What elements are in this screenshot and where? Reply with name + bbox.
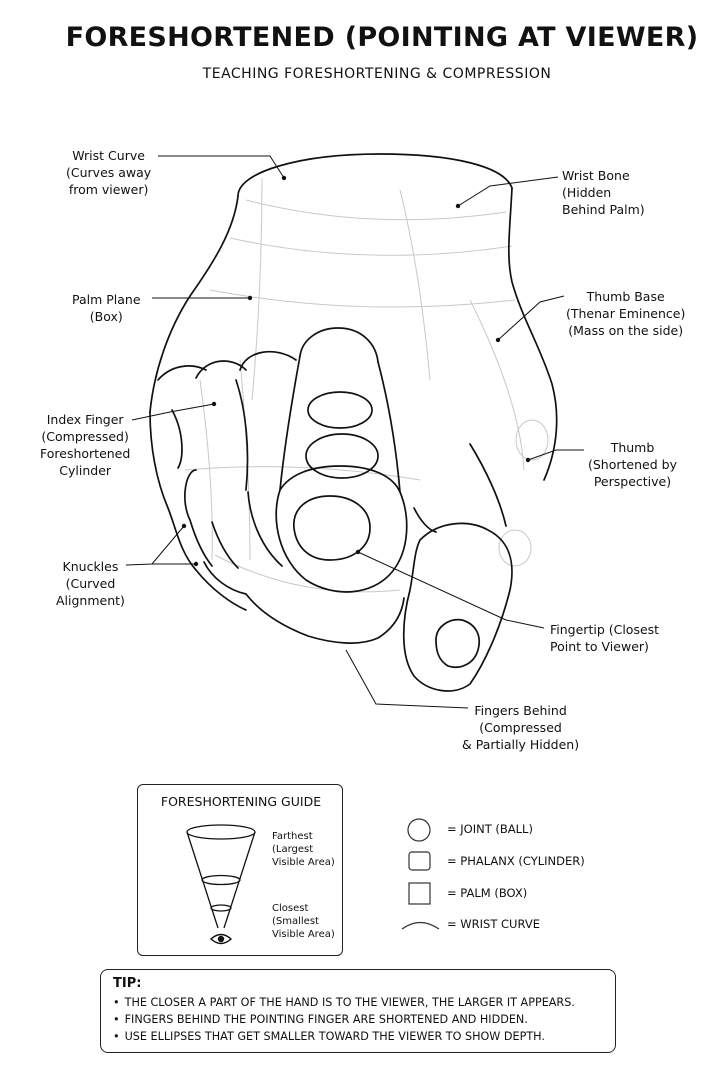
finger-fold-outline — [212, 522, 238, 568]
legend-wrist-curve: = WRIST CURVE — [447, 917, 540, 931]
finger-construction-line — [240, 360, 250, 560]
label-fingers-behind — [462, 702, 579, 753]
leader-thumb — [528, 450, 584, 460]
leader-dot — [496, 338, 500, 342]
cylinder-icon — [409, 852, 430, 870]
label-line: Point to Viewer) — [550, 639, 649, 654]
pointing-finger-left-side — [280, 356, 300, 490]
leader-wrist-curve — [158, 156, 284, 178]
guide-title: FORESHORTENING GUIDE — [160, 794, 322, 809]
leader-dot — [282, 176, 286, 180]
label-line: Alignment) — [56, 593, 125, 608]
label-line: Wrist Bone — [562, 168, 630, 183]
leader-dot — [182, 524, 186, 528]
label-line: Knuckles — [62, 559, 119, 574]
label-line: (Curved — [65, 576, 116, 591]
pointing-finger-right-side — [378, 362, 400, 492]
label-fingertip — [550, 621, 659, 655]
palm-construction-line — [400, 190, 430, 380]
page-subtitle: TEACHING FORESHORTENING & COMPRESSION — [202, 66, 552, 82]
thumbnail-outline — [436, 620, 479, 668]
label-line: (Mass on the side) — [568, 323, 684, 338]
square-icon — [409, 883, 430, 904]
legend-phalanx: = PHALANX (CYLINDER) — [447, 854, 585, 868]
label-line: Perspective) — [593, 474, 672, 489]
label-line: Cylinder — [59, 463, 112, 478]
arc-icon — [402, 923, 439, 930]
label-palm-plane — [72, 291, 141, 325]
tip-box — [100, 969, 616, 1053]
leader-fingertip — [358, 552, 544, 628]
pointing-finger-left-outline — [300, 328, 378, 362]
label-line: (Shortened by — [588, 457, 677, 472]
leader-dot — [248, 296, 252, 300]
tip-item: • FINGERS BEHIND THE POINTING FINGER ARE SHORTENED AND HIDDEN. — [113, 1011, 603, 1028]
tip-title: TIP: — [113, 976, 142, 991]
label-index-finger — [40, 411, 130, 479]
label-line: from viewer) — [68, 182, 149, 197]
finger-fold-outline — [185, 470, 212, 566]
label-wrist-bone — [562, 167, 645, 218]
palm-construction-line — [230, 238, 512, 255]
label-thumb — [588, 439, 677, 490]
wrist-top-outline — [238, 154, 512, 196]
label-line: Visible Area) — [272, 929, 335, 940]
label-line: Fingertip (Closest — [550, 622, 660, 637]
wrist-left-outline — [150, 196, 238, 412]
leader-dot — [456, 204, 460, 208]
label-line: Farthest — [272, 831, 313, 842]
label-line: & Partially Hidden) — [462, 737, 580, 752]
thumb-outline — [404, 523, 512, 691]
knuckle-construction-line — [185, 467, 420, 480]
circle-icon — [408, 819, 430, 841]
label-line: (Box) — [89, 309, 123, 324]
hand-left-outline — [150, 412, 246, 610]
label-line: (Smallest — [272, 916, 319, 927]
label-line: Wrist Curve — [72, 148, 145, 163]
palm-construction-line — [210, 290, 515, 307]
legend-palm: = PALM (BOX) — [447, 886, 528, 900]
label-line: Thumb — [610, 440, 655, 455]
tip-item: • USE ELLIPSES THAT GET SMALLER TOWARD THE VIEWER TO SHOW DEPTH. — [113, 1028, 603, 1045]
leader-dot — [212, 402, 216, 406]
foreshortening-guide-box — [137, 784, 343, 956]
palm-construction-line — [252, 178, 262, 400]
leader-dot — [526, 458, 530, 462]
label-line: Index Finger — [46, 412, 124, 427]
label-line: Visible Area) — [272, 857, 335, 868]
guide-farthest-label — [272, 830, 335, 869]
knuckle-outline — [240, 352, 296, 370]
finger-construction-line — [200, 380, 212, 560]
finger-side-outline — [236, 380, 248, 490]
wrist-construction-line — [246, 200, 506, 220]
label-line: Fingers Behind — [474, 703, 567, 718]
pointing-finger-joint — [308, 392, 372, 428]
label-line: (Hidden — [562, 185, 612, 200]
label-line: Foreshortened — [40, 446, 131, 461]
label-line: Behind Palm) — [562, 202, 645, 217]
legend-joint: = JOINT (BALL) — [447, 822, 533, 836]
label-wrist-curve — [66, 147, 151, 198]
label-thumb-base — [566, 288, 685, 339]
label-knuckles — [56, 558, 125, 609]
label-line: Palm Plane — [72, 292, 141, 307]
finger-side-outline — [172, 410, 182, 468]
label-line: (Thenar Eminence) — [566, 306, 686, 321]
tip-item: • THE CLOSER A PART OF THE HAND IS TO THE VIEWER, THE LARGER IT APPEARS. — [113, 994, 603, 1011]
leader-knuckles — [126, 526, 184, 565]
label-line: (Compressed) — [41, 429, 129, 444]
pointing-finger-joint — [306, 434, 378, 478]
tip-list — [113, 994, 603, 1045]
label-line: (Compressed — [479, 720, 562, 735]
label-line: (Curves away — [66, 165, 152, 180]
guide-closest-label — [272, 902, 335, 941]
knuckle-construction-ellipse — [499, 530, 531, 566]
leader-dot — [194, 562, 198, 566]
palm-crease-outline — [414, 508, 436, 532]
label-line: Closest — [272, 903, 309, 914]
label-line: Thumb Base — [586, 289, 665, 304]
page-title: FORESHORTENED (POINTING AT VIEWER) — [65, 22, 699, 53]
leader-dot — [356, 550, 360, 554]
fingertip-outline — [276, 466, 407, 592]
fingers-behind-outline — [204, 562, 404, 643]
thumb-base-outline — [470, 444, 506, 526]
label-line: (Largest — [272, 844, 314, 855]
